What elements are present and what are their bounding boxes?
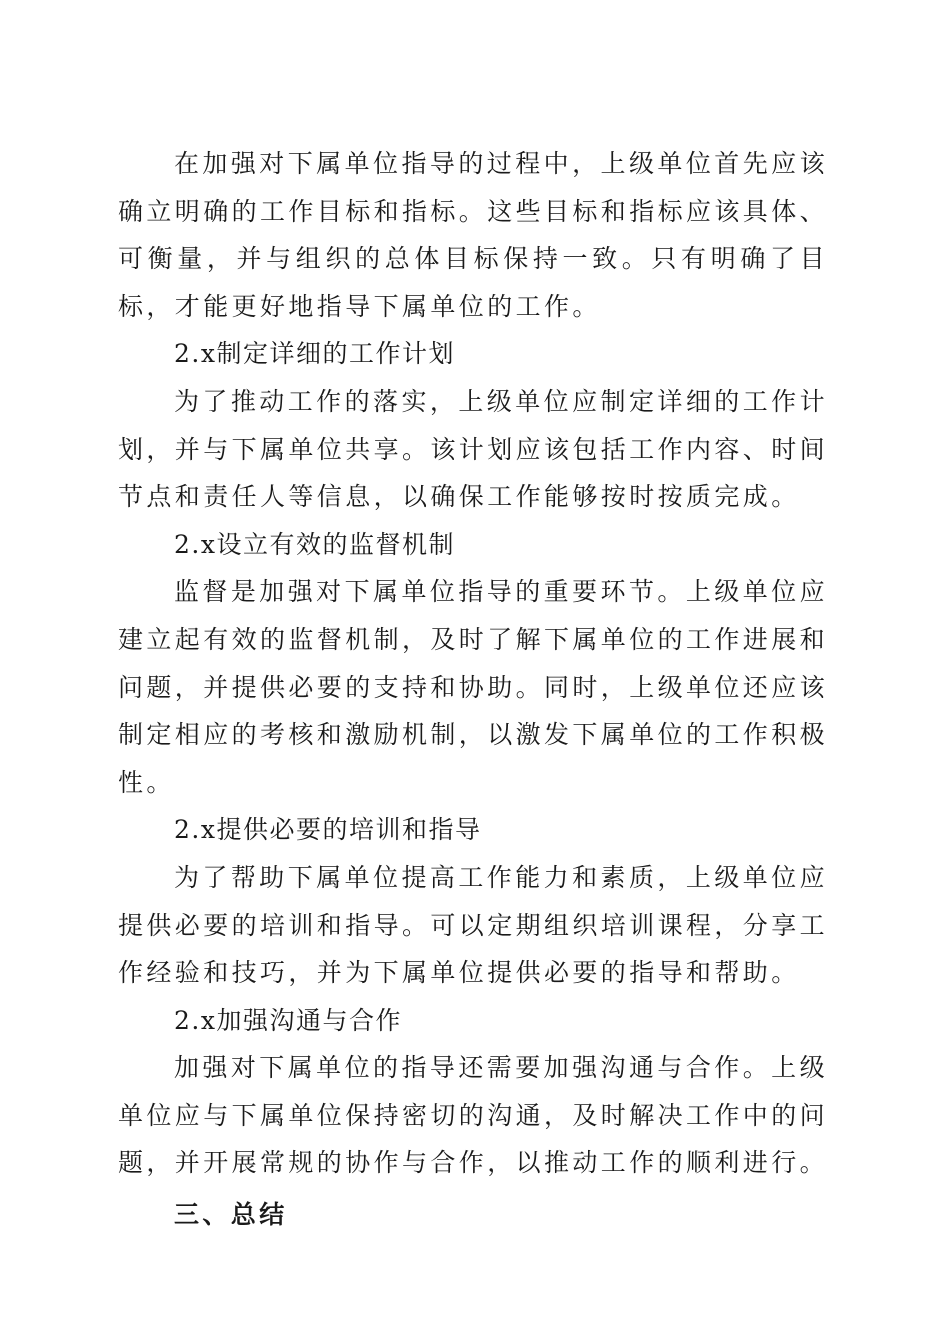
paragraph-work-plan: 为了推动工作的落实，上级单位应制定详细的工作计划，并与下属单位共享。该计划应该包括工作内容、时间节点和责任人等信息，以确保工作能够按时按质完成。 <box>118 386 829 512</box>
paragraph-training: 为了帮助下属单位提高工作能力和素质，上级单位应提供必要的培训和指导。可以定期组织培训课程，分享工作经验和技巧，并为下属单位提供必要的指导和帮助。 <box>118 862 829 988</box>
section-title-summary: 三、总结 <box>174 1200 288 1230</box>
paragraph-communication: 加强对下属单位的指导还需要加强沟通与合作。上级单位应与下属单位保持密切的沟通，及时解决工作中的问题，并开展常规的协作与合作，以推动工作的顺利进行。 <box>118 1053 829 1178</box>
paragraph-set-goals: 在加强对下属单位指导的过程中，上级单位首先应该确立明确的工作目标和指标。这些目标和指标应该具体、可衡量，并与组织的总体目标保持一致。只有明确了目标，才能更好地指导下属单位的工作。 <box>118 149 829 321</box>
subheading-training: 2.x提供必要的培训和指导 <box>174 815 482 845</box>
paragraph-supervision: 监督是加强对下属单位指导的重要环节。上级单位应建立起有效的监督机制，及时了解下属单位的工作进展和问题，并提供必要的支持和协助。同时，上级单位还应该制定相应的考核和激励机制，以激发下属单位的工作积极性。 <box>118 577 829 797</box>
subheading-supervision: 2.x设立有效的监督机制 <box>174 529 455 559</box>
document-body <box>118 140 828 1239</box>
subheading-work-plan: 2.x制定详细的工作计划 <box>174 339 455 369</box>
subheading-communication: 2.x加强沟通与合作 <box>174 1005 402 1035</box>
